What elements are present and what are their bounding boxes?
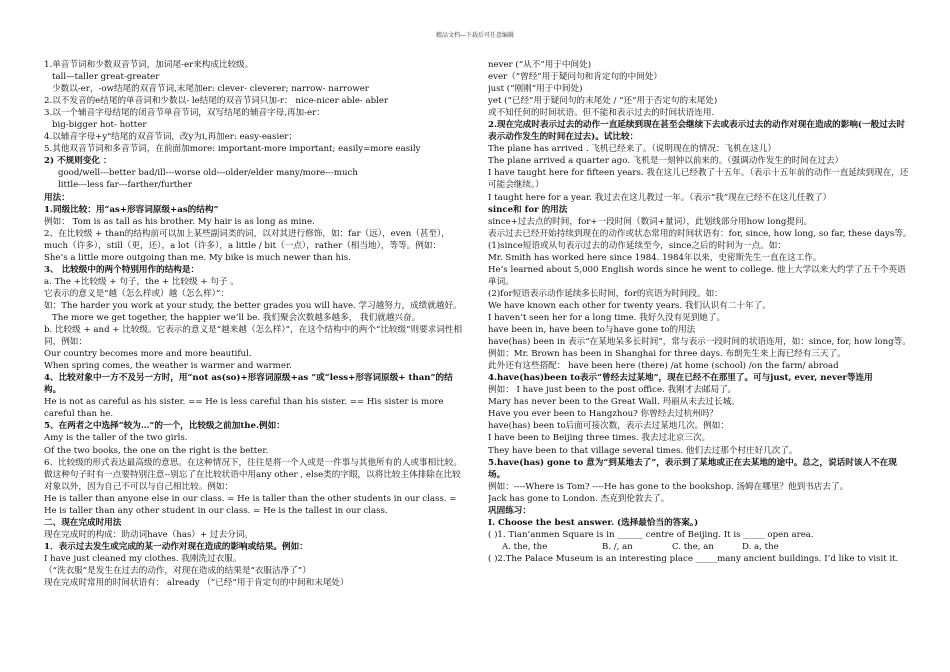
left-line: 它表示的意义是“越（怎么样或）越（怎么样）”： xyxy=(44,288,229,299)
left-line: I have just cleaned my clothes. 我刚洗过衣服。 xyxy=(44,553,242,564)
right-line: They have been to that village several times. 他们去过那个村庄好几次了。 xyxy=(488,445,798,456)
right-line: (1)since短语或从句表示过去的动作延续至今，since之后的时间为一点。如： xyxy=(488,240,786,251)
answer-option: B. /, an xyxy=(602,541,633,552)
right-line: have(has) been to后面可接次数，表示去过某地几次。例如： xyxy=(488,421,729,432)
left-line: 少数以-er，-ow结尾的双音节词,末尾加er: clever- cleverer; narrow- narrower xyxy=(52,84,369,95)
right-line: I have taught here for fifteen years. 我在这儿已经教了十五年。（表示十五年前的动作一直延续到现在，还可能会继续。） xyxy=(488,168,909,191)
left-line: 6、比较级的形式表达最高级的意思。在这种情况下，往往是将一个人或是一件事与其他所有的人或事相比较。做这种句子时有一点要特别注意--别忘了在比较状语中用any other , else类的字眼，以将比较主体排除在比较对象以外，因为自己不可以与自己相比较。例如： xyxy=(44,457,462,492)
right-column xyxy=(488,59,913,565)
left-line: 1.单音节词和少数双音节词，加词尾-er来构成比较级。 xyxy=(44,60,254,70)
right-line: since和 for 的用法 xyxy=(488,204,568,215)
right-line: I have been to Beijing three times. 我去过北京三次。 xyxy=(488,433,711,444)
right-line: (2)for短语表示动作延续多长时间，for的宾语为时间段。如： xyxy=(488,288,723,299)
right-line: The plane has arrived . 飞机已经来了。（说明现在的情况：飞机在这儿） xyxy=(488,144,777,155)
left-line: 4、比较对象中一方不及另一方时，用“not as(so)+形容词原级+as ”或“less+形容词原级+ than”的结构。 xyxy=(44,373,453,396)
right-line: yet (“已经”用于疑问句的末尾处 / “还”用于否定句的末尾处) xyxy=(488,96,718,107)
right-line: Jack has gone to London. 杰克到伦敦去了。 xyxy=(488,493,670,504)
left-line: 二、现在完成时用法 xyxy=(44,517,122,528)
left-line: 4.以辅音字母+y"结尾的双音节词，改y为i,再加er: easy-easier； xyxy=(44,132,297,143)
right-options-row xyxy=(488,541,913,553)
right-line: 4.have(has)been to表示“曾经去过某地”，现在已经不在那里了。可与just, ever, never等连用 xyxy=(488,373,873,384)
left-line: She’s a little more outgoing than me. My bike is much newer than his. xyxy=(44,252,351,263)
left-line: 现在完成时常用的时间状语有： already （”已经”用于肯定句的中间和末尾处） xyxy=(44,578,349,589)
left-line: b. 比较级 + and + 比较级。它表示的意义是“越来越（怎么样）”，在这个结构中的两个“比较级”则要求词性相同，例如： xyxy=(44,325,463,348)
answer-option: C. the, an xyxy=(672,541,714,552)
right-line: since+过去点的时间，for+一段时间（数词+量词），此划线部分用how long提问。 xyxy=(488,216,813,227)
right-line: 此外还有这些搭配： have been here (there) /at home (school) /on the farm/ abroad xyxy=(488,361,839,372)
left-line: 5.其他双音节词和多音节词，在前面加more: important-more important; easily=more easily xyxy=(44,144,421,155)
left-line: 3、 比较级中的两个特别用作的结构是： xyxy=(44,264,200,275)
left-line: （“洗衣服”是发生在过去的动作，对现在造成的结果是“衣服洁净了”） xyxy=(44,565,311,576)
left-line: Amy is the taller of the two girls. xyxy=(44,433,188,444)
left-line: 5、在两者之中选择“较为…”的一个，比较级之前加the.例如： xyxy=(44,421,285,432)
left-line: good/well---better bad/ill---worse old---older/elder many/more---much xyxy=(58,168,358,179)
left-line: 用法： xyxy=(44,192,70,203)
right-line: 例如： I have just been to the post office. 我刚才去邮局了。 xyxy=(488,385,737,396)
left-line: The more we get together, the happier we’ll be. 我们聚会次数越多越多， 我们就越兴奋。 xyxy=(52,312,421,323)
left-line: 1．表示过去发生或完成的某一动作对现在造成的影响或结果。例如： xyxy=(44,541,308,552)
right-line: ( )2.The Palace Museum is an interesting place _____many ancient buildings. I’d like to visit it. xyxy=(488,553,899,564)
left-line: tall—taller great-greater xyxy=(52,72,160,83)
right-line: 或不知任何的时间状语。但不能和表示过去的时间状语连用. xyxy=(488,108,715,119)
left-line: a. The +比较级 + 句子，the + 比较级 + 句子 。 xyxy=(44,276,239,287)
left-line: Our country becomes more and more beautiful. xyxy=(44,349,252,360)
left-line: Of the two books, the one on the right is the better. xyxy=(44,445,269,456)
page-header: 精品文档---下载后可任意编辑 xyxy=(435,32,515,39)
left-line: 2、在比较级 + than的结构前可以加上某些副词类的词，以对其进行修饰，如：far（远），even（甚至），much（许多），still（更，还），a lot（许多），a little / bit（一点），rather（相当地），等等。例如： xyxy=(44,228,450,251)
left-column xyxy=(44,59,466,589)
right-line: I taught here for a year. 我过去在这儿教过一年。（表示“我”现在已经不在这儿任教了） xyxy=(488,192,832,203)
left-line: 例如： Tom is as tall as his brother. My hair is as long as mine. xyxy=(44,216,315,227)
right-line: 巩固练习： xyxy=(488,505,531,516)
right-line: We have known each other for twenty years. 我们认识有二十年了。 xyxy=(488,300,771,311)
right-line: Have you ever been to Hangzhou? 你曾经去过杭州吗？ xyxy=(488,409,718,420)
right-line: 例如：----Where is Tom? ----He has gone to the bookshop. 汤姆在哪里？他到书店去了。 xyxy=(488,481,849,492)
right-line: Mr. Smith has worked here since 1984. 1984年以来，史密斯先生一直在这工作。 xyxy=(488,252,822,263)
left-line: When spring comes, the weather is warmer and warmer. xyxy=(44,361,292,372)
answer-option: D. a, the xyxy=(742,541,779,552)
right-line: 5.have(has) gone to 意为“到某地去了”，表示到了某地或正在去某地的途中。总之，说话时该人不在现场。 xyxy=(488,457,897,480)
left-line: 2) 不规则变化 ： xyxy=(44,156,112,167)
right-line: The plane arrived a quarter ago. 飞机是一刻钟以前来的。（强调动作发生的时间在过去） xyxy=(488,156,844,167)
left-line: 3.以一个辅音字母结尾的闭音节单音节词，双写结尾的辅音字母,再加-er： xyxy=(44,108,325,119)
right-line: just (“刚刚”用于中间处) xyxy=(488,84,583,95)
right-line: 2.现在完成时表示过去的动作一直延续到现在甚至会继续下去或表示过去的动作对现在造成的影响(一般过去时表示动作发生的时间在过去)。试比较： xyxy=(488,120,905,143)
right-line: Mary has never been to the Great Wall. 玛丽从未去过长城。 xyxy=(488,397,740,408)
left-line: big-bigger hot- hotter xyxy=(52,120,147,131)
right-line: I. Choose the best answer. (选择最恰当的答案。) xyxy=(488,517,699,528)
right-line: I haven’t seen her for a long time. 我好久没有见到她了。 xyxy=(488,312,726,323)
right-line: have been in, have been to与have gone to的用法 xyxy=(488,325,696,336)
answer-option: A. the, the xyxy=(502,541,548,552)
left-line: 2.以不发音的e结尾的单音词和少数以- le结尾的双音节词只加-r： nice-nicer able- abler xyxy=(44,96,389,107)
left-line: 如：The harder you work at your study, the better grades you will have. 学习越努力，成绩就越好。 xyxy=(44,300,462,311)
left-line: 1.同级比较：用“as+形容词原级+as的结构” xyxy=(44,204,219,215)
right-line: 例如：Mr. Brown has been in Shanghai for three days. 布朗先生来上海已经有三天了。 xyxy=(488,349,846,360)
right-line: have(has) been in 表示“在某地呆多长时间”，常与表示一段时间的状语连用，如：since, for, how long等。 xyxy=(488,337,911,348)
right-line: ever（”曾经”用于疑问句和肯定句的中间处） xyxy=(488,72,663,83)
right-line: He’s learned about 5,000 English words since he went to college. 他上大学以来大约学了五千个英语单词。 xyxy=(488,264,906,287)
right-line: never (“从不”用于中间处) xyxy=(488,60,592,70)
right-line: 表示过去已经开始持续到现在的动作或状态常用的时间状语有：for, since, how long, so far, these days等。 xyxy=(488,228,912,239)
left-line: He is not as careful as his sister. == He is less careful than his sister. == His sister is more careful than he. xyxy=(44,397,444,420)
left-line: He is taller than anyone else in our class. = He is taller than the other students in our class. = He is taller than any other student in our class. = He is the tallest in our class. xyxy=(44,493,457,516)
right-line: ( )1. Tian’anmen Square is in ______ centre of Beijing. It is _____ open area. xyxy=(488,529,814,540)
left-line: 现在完成时的构成：助动词have（has）+ 过去分词。 xyxy=(44,529,253,540)
left-line: little---less far---farther/further xyxy=(58,180,192,191)
